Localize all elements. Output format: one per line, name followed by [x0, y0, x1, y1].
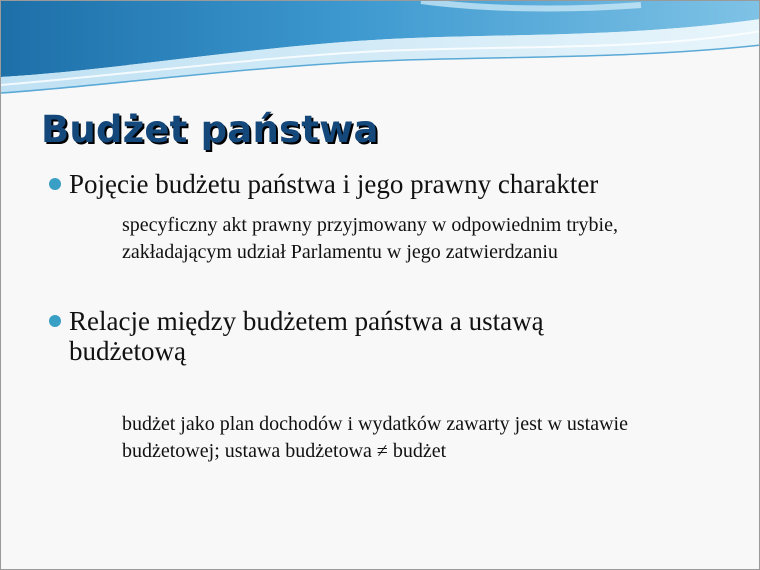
sub-text-line: specyficzny akt prawny przyjmowany w odpowiednim trybie, — [122, 214, 618, 236]
sub-text-line: zakładającym udział Parlamentu w jego zatwierdzaniu — [122, 241, 558, 263]
bullet-item — [49, 169, 689, 199]
bullet-text-line: Relacje między budżetem państwa a ustawą — [69, 306, 544, 336]
bullet-dot-icon — [49, 178, 61, 190]
slide-title: Budżet państwa — [41, 108, 379, 151]
sub-text-line: budżetowej; ustawa budżetowa ≠ budżet — [122, 440, 447, 462]
bullet-text-line: budżetową — [69, 336, 186, 366]
bullet-text — [69, 306, 689, 366]
sub-text-line: budżet jako plan dochodów i wydatków zawarty jest w ustawie — [122, 413, 628, 435]
sub-paragraph — [122, 212, 722, 266]
header-wave-decoration — [1, 1, 760, 111]
sub-paragraph — [122, 411, 722, 465]
bullet-item — [49, 306, 689, 366]
bullet-dot-icon — [49, 315, 61, 327]
bullet-text: Pojęcie budżetu państwa i jego prawny charakter — [69, 169, 599, 199]
